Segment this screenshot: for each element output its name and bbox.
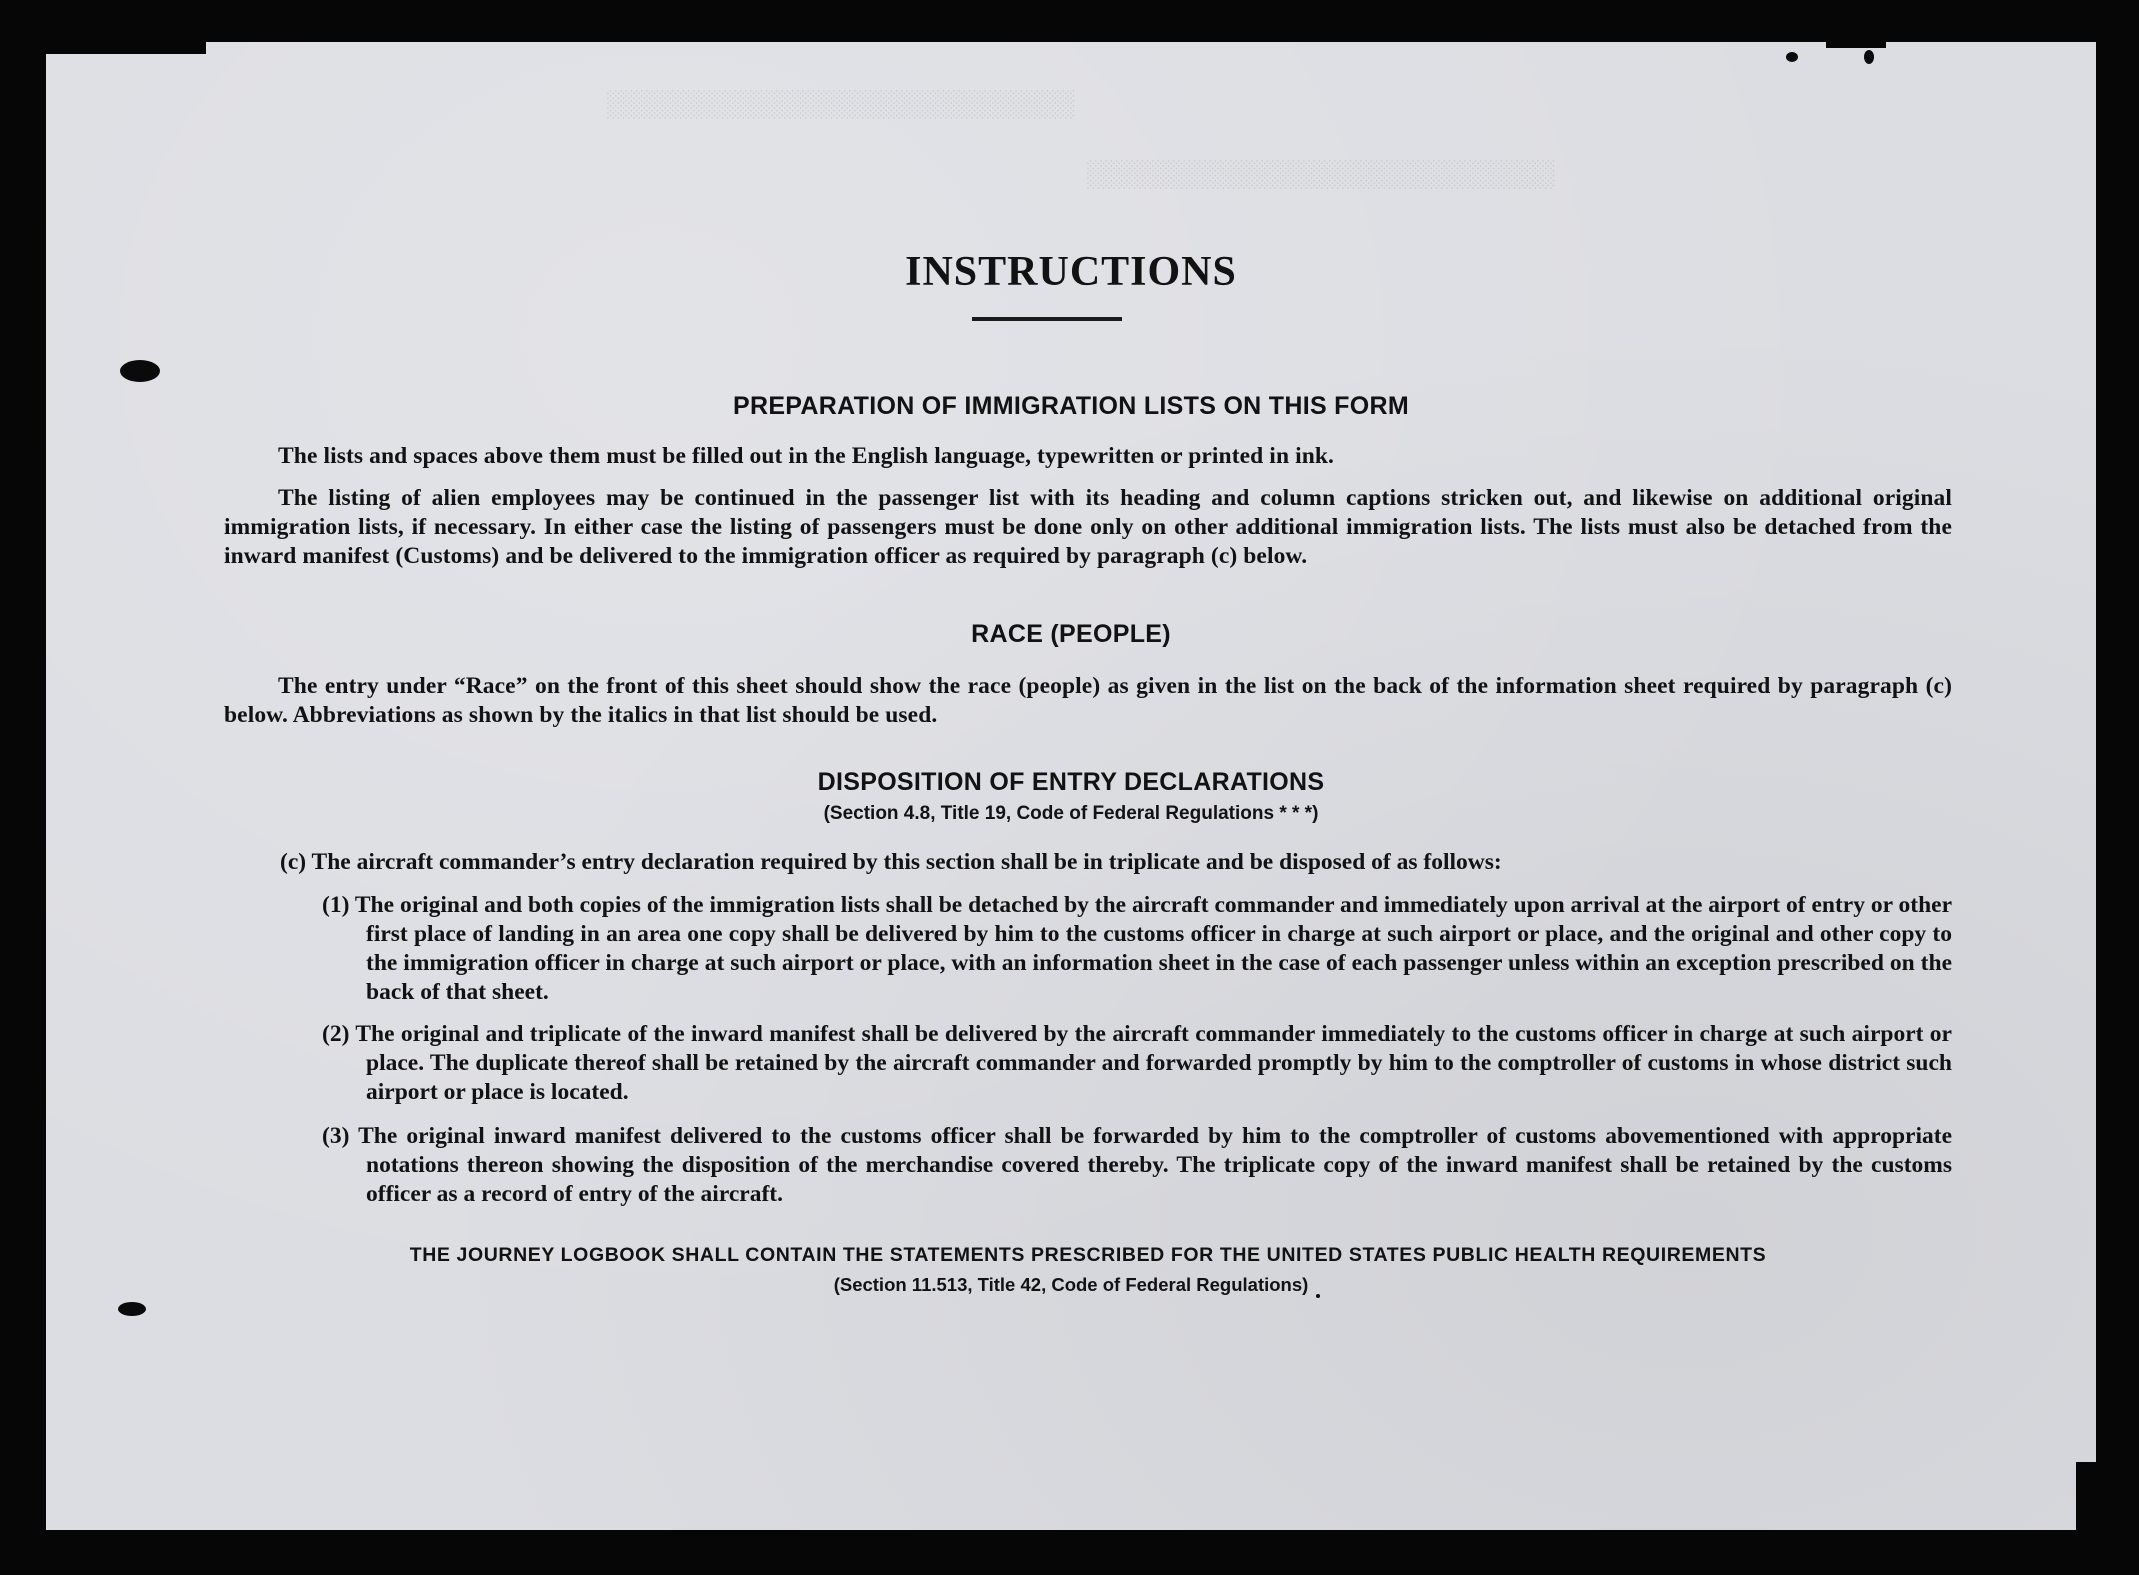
list-item-3: (3) The original inward manifest delivered to the customs officer shall be forwarded by him to the comptroller of customs abovementioned with appropriate notations thereon showing the disposition of the merchandise covered thereby. The triplicate copy of the inward manifest shall be retained by the customs officer as a record of entry of the aircraft.: [322, 1123, 1952, 1207]
scan-speck: [1316, 1294, 1320, 1298]
paragraph-race-entry: The entry under “Race” on the front of this sheet should show the race (people) as given in the list on the back of the information sheet required by paragraph (c) below. Abbreviations as shown by the italics in that list should be used.: [224, 673, 1952, 728]
title-underline: [972, 317, 1122, 321]
section-heading-disposition: DISPOSITION OF ENTRY DECLARATIONS: [817, 768, 1325, 796]
torn-edge: [2076, 1462, 2096, 1530]
torn-edge: [46, 42, 206, 54]
list-item-1: (1) The original and both copies of the immigration lists shall be detached by the aircraft commander and immediately upon arrival at the airport of entry or other first place of landing in an area one copy shall be delivered by him to the customs officer in charge at such airport or place, and the original and other copy to the immigration officer in charge at such airport or place, with an information sheet in the case of each passenger unless within an exception prescribed on the back of that sheet.: [322, 892, 1952, 1005]
section-heading-preparation: PREPARATION OF IMMIGRATION LISTS ON THIS FORM: [733, 392, 1409, 420]
footer-citation: (Section 11.513, Title 42, Code of Federal Regulations): [833, 1274, 1309, 1295]
scan-speck: [1786, 52, 1798, 62]
paragraph-english-language: The lists and spaces above them must be filled out in the English language, typewritten or printed in ink.: [278, 443, 1335, 469]
section-heading-race: RACE (PEOPLE): [971, 620, 1171, 648]
paragraph-c-intro: (c) The aircraft commander’s entry declaration required by this section shall be in triplicate and be disposed of as follows:: [280, 849, 1502, 875]
scan-speck: [1864, 50, 1874, 64]
paragraph-alien-employees: The listing of alien employees may be continued in the passenger list with its heading and column captions stricken out, and likewise on additional original immigration lists, if necessary. In either case the listing of passengers must be done only on other additional immigration lists. The lists must also be detached from the inward manifest (Customs) and be delivered to the immigration officer as required by paragraph (c) below.: [224, 485, 1952, 569]
list-item-2: (2) The original and triplicate of the inward manifest shall be delivered by the aircraft commander immediately to the customs officer in charge at such airport or place. The duplicate thereof shall be retained by the aircraft commander and forwarded promptly by him to the comptroller of customs in whose district such airport or place is located.: [322, 1021, 1952, 1105]
scan-speck: [120, 360, 160, 382]
scan-speck: [118, 1302, 146, 1316]
section-citation: (Section 4.8, Title 19, Code of Federal Regulations * * *): [823, 803, 1319, 824]
footer-statement: THE JOURNEY LOGBOOK SHALL CONTAIN THE STATEMENTS PRESCRIBED FOR THE UNITED STATES PUBLIC HEALTH REQUIREMENTS: [409, 1244, 1767, 1266]
page-title: INSTRUCTIONS: [905, 249, 1237, 295]
bleed-through-mark: ░░░░░░░░░░░░░░░░░░░░░░░░░░░░░░: [606, 90, 1075, 120]
document-page: [46, 42, 2096, 1530]
torn-edge: [1826, 42, 1886, 48]
bleed-through-mark: ░░░░░░░░░░░░░░░░░░░░░░░░░░░░░░: [1086, 160, 1555, 190]
